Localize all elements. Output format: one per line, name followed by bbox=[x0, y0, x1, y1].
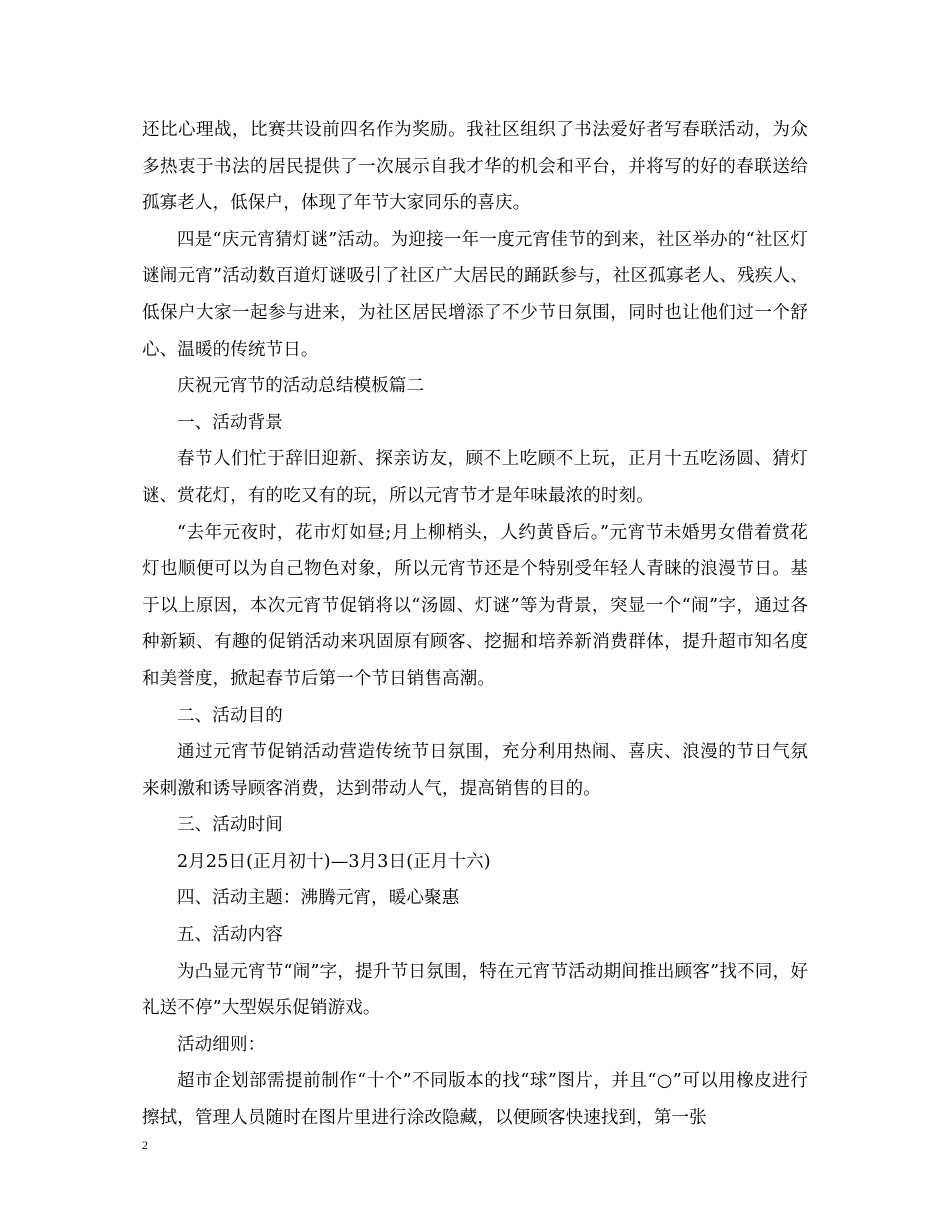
document-body bbox=[142, 112, 808, 1137]
paragraph: 活动细则： bbox=[177, 1034, 266, 1055]
paragraph: 超市企划部需提前制作“十个”不同版本的找“球”图片，并且“○”可以用橡皮进行擦拭，管理人员随时在图片里进行涂改隐藏，以便顾客快速找到，第一张 bbox=[142, 1071, 808, 1129]
section-title: 庆祝元宵节的活动总结模板篇二 bbox=[177, 376, 425, 397]
paragraph: 四是“庆元宵猜灯谜”活动。为迎接一年一度元宵佳节的到来，社区举办的“社区灯谜闹元宵”活动数百道灯谜吸引了社区广大居民的踊跃参与，社区孤寡老人、残疾人、低保户大家一起参与进来，为社区居民增添了不少节日氛围，同时也让他们过一个舒心、温暖的传统节日。 bbox=[142, 229, 808, 360]
section-heading: 四、活动主题：沸腾元宵，暖心聚惠 bbox=[177, 888, 460, 909]
paragraph: 春节人们忙于辞旧迎新、探亲访友，顾不上吃顾不上玩，正月十五吃汤圆、猜灯谜、赏花灯，有的吃又有的玩，所以元宵节才是年味最浓的时刻。 bbox=[142, 449, 808, 506]
section-heading: 三、活动时间 bbox=[177, 815, 283, 836]
paragraph: 为凸显元宵节“闹”字，提升节日氛围，特在元宵节活动期间推出顾客”找不同，好礼送不停”大型娱乐促销游戏。 bbox=[142, 961, 808, 1019]
paragraph: 通过元宵节促销活动营造传统节日氛围，充分利用热闹、喜庆、浪漫的节日气氛来刺激和诱导顾客消费，达到带动人气，提高销售的目的。 bbox=[142, 742, 808, 799]
section-heading: 二、活动目的 bbox=[177, 705, 283, 726]
section-heading: 五、活动内容 bbox=[177, 925, 283, 946]
section-heading: 一、活动背景 bbox=[177, 412, 283, 433]
paragraph: 2月25日(正月初十)—3月3日(正月十六) bbox=[177, 851, 491, 872]
page-number: 2 bbox=[142, 1138, 148, 1152]
paragraph: 还比心理战，比赛共设前四名作为奖励。我社区组织了书法爱好者写春联活动，为众多热衷于书法的居民提供了一次展示自我才华的机会和平台，并将写的好的春联送给孤寡老人，低保户，体现了年节大家同乐的喜庆。 bbox=[142, 120, 808, 214]
paragraph: “去年元夜时，花市灯如昼;月上柳梢头，人约黄昏后。”元宵节未婚男女借着赏花灯也顺便可以为自己物色对象，所以元宵节还是个特别受年轻人青睐的浪漫节日。基于以上原因，本次元宵节促销将以“汤圆、灯谜”等为背景，突显一个“闹”字，通过各种新颖、有趣的促销活动来巩固原有顾客、挖掘和培养新消费群体，提升超市知名度和美誉度，掀起春节后第一个节日销售高潮。 bbox=[142, 522, 808, 689]
